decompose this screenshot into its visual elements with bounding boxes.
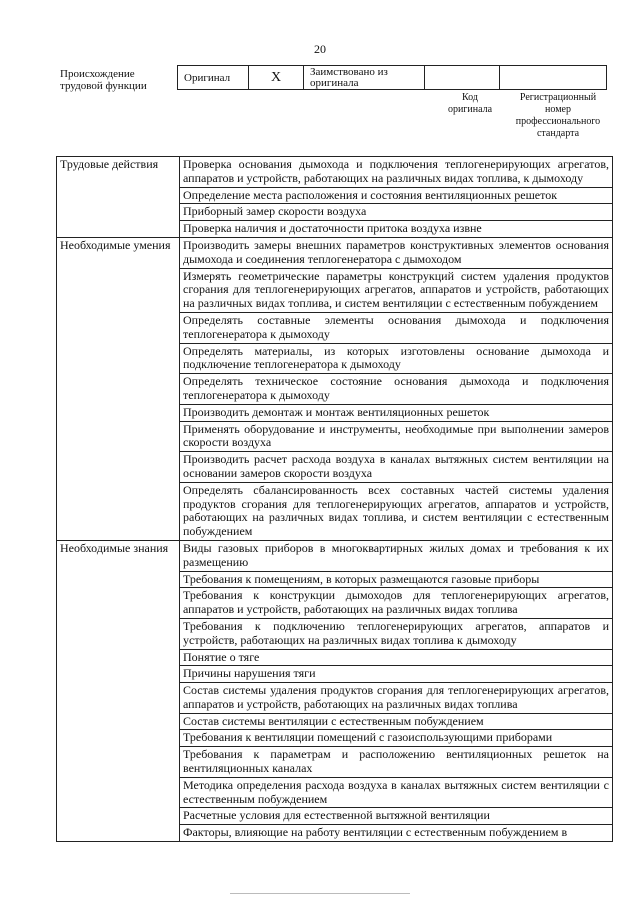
table-row <box>57 540 613 571</box>
original-cell: Оригинал <box>178 66 249 90</box>
section-item: Производить демонтаж и монтаж вентиляционных решеток <box>180 404 613 421</box>
section-title: Необходимые знания <box>57 540 180 841</box>
section-item: Требования к вентиляции помещений с газоиспользующими приборами <box>180 730 613 747</box>
section-item: Определять материалы, из которых изготовлены основание дымохода и подключение теплогенератора к дымоходу <box>180 343 613 374</box>
section-item: Причины нарушения тяги <box>180 666 613 683</box>
table-row <box>57 237 613 268</box>
original-mark: X <box>249 66 304 90</box>
section-item: Требования к помещениям, в которых размещаются газовые приборы <box>180 571 613 588</box>
section-item: Определять сбалансированность всех составных частей системы удаления продуктов сгорания для теплогенерирующих агрегатов, аппаратов и устройств, работающих на различных видах топлива, и систем вентиляции с естественным побуждением <box>180 482 613 540</box>
section-item: Определять составные элементы основания дымохода и подключения теплогенератора к дымоходу <box>180 312 613 343</box>
footer-divider <box>230 893 410 894</box>
origin-label: Происхождение трудовой функции <box>60 68 147 92</box>
code-caption: Код оригинала <box>447 92 493 115</box>
section-item: Состав системы вентиляции с естественным побуждением <box>180 713 613 730</box>
page-number: 20 <box>314 42 326 56</box>
section-item: Состав системы удаления продуктов сгорания для теплогенерирующих агрегатов, аппаратов и устройств, работающих на различных видах топлива <box>180 683 613 714</box>
borrowed-cell: Заимствовано из оригинала <box>304 66 425 90</box>
section-item: Приборный замер скорости воздуха <box>180 204 613 221</box>
code-cell <box>425 66 500 90</box>
section-item: Факторы, влияющие на работу вентиляции с естественным побуждением в <box>180 825 613 842</box>
section-item: Определение места расположения и состояния вентиляционных решеток <box>180 187 613 204</box>
section-item: Производить расчет расхода воздуха в каналах вытяжных систем вентиляции на основании замеров скорости воздуха <box>180 452 613 483</box>
section-item: Проверка основания дымохода и подключения теплогенерирующих агрегатов, аппаратов и устройств, работающих на различных видах топлива, к дымоходу <box>180 157 613 188</box>
table-row <box>57 157 613 188</box>
function-table <box>56 156 613 842</box>
reg-number-cell <box>500 66 607 90</box>
section-item: Определять техническое состояние основания дымохода и подключения теплогенератора к дымоходу <box>180 374 613 405</box>
section-item: Расчетные условия для естественной вытяжной вентиляции <box>180 808 613 825</box>
section-item: Проверка наличия и достаточности притока воздуха извне <box>180 221 613 238</box>
section-item: Требования к подключению теплогенерирующих агрегатов, аппаратов и устройств, работающих на различных видах топлива к дымоходу <box>180 618 613 649</box>
section-item: Понятие о тяге <box>180 649 613 666</box>
section-item: Требования к параметрам и расположению вентиляционных решеток на вентиляционных каналах <box>180 747 613 778</box>
section-item: Применять оборудование и инструменты, необходимые при выполнении замеров скорости воздуха <box>180 421 613 452</box>
section-item: Производить замеры внешних параметров конструктивных элементов основания дымохода и соединения теплогенератора с дымоходом <box>180 237 613 268</box>
section-item: Требования к конструкции дымоходов для теплогенерирующих агрегатов, аппаратов и устройств, работающих на различных видах топлива <box>180 588 613 619</box>
origin-table <box>177 65 607 90</box>
section-item: Измерять геометрические параметры конструкций систем удаления продуктов сгорания для теплогенерирующих агрегатов, аппаратов и устройств, работающих на различных видах топлива, и систем вентиляции с естественным побуждением <box>180 268 613 312</box>
section-title: Трудовые действия <box>57 157 180 238</box>
section-title: Необходимые умения <box>57 237 180 540</box>
section-item: Виды газовых приборов в многоквартирных жилых домах и требования к их размещению <box>180 540 613 571</box>
reg-number-caption: Регистрационный номер профессионального стандарта <box>515 92 601 139</box>
section-item: Методика определения расхода воздуха в каналах вытяжных систем вентиляции с естественным побуждением <box>180 777 613 808</box>
